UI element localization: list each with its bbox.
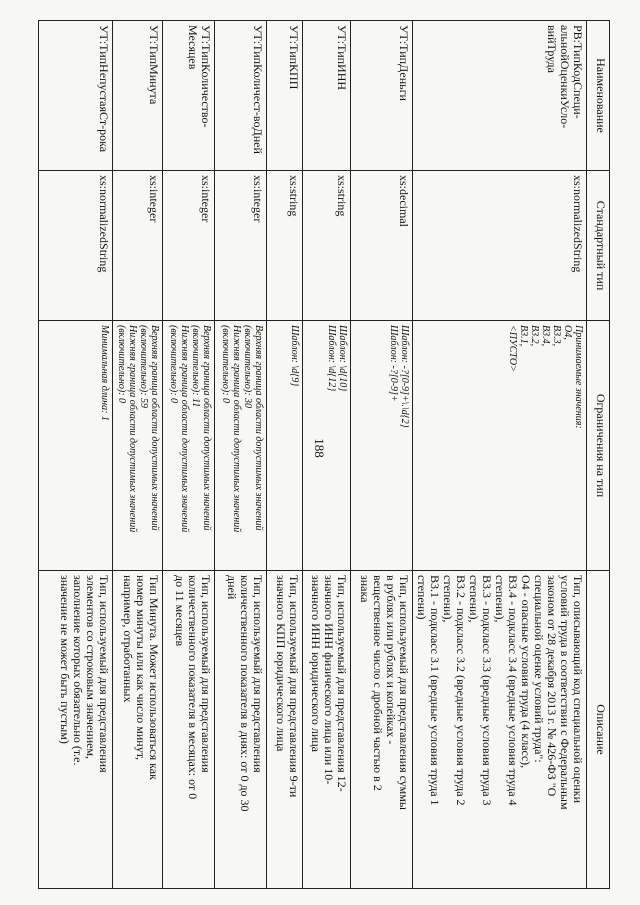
description-line: дней: [225, 575, 239, 600]
description-cell: [413, 571, 587, 889]
description-line: В3.2 - подкласс 3.2 (вредные условия труда 2: [454, 575, 468, 806]
description-cell: [267, 571, 303, 889]
table-row: [413, 21, 587, 889]
limits-line: В3.4,: [540, 325, 551, 347]
description-line: значного ИНН юридического лица: [309, 575, 323, 752]
limits-cell: [303, 321, 351, 571]
description-line: степени): [415, 575, 429, 620]
description-cell: [163, 571, 215, 889]
limits-line: (включительно): 30: [242, 325, 253, 409]
description-line: Тип, используемый для представления суммы: [397, 575, 411, 810]
description-line: Тип, используемый для представления: [97, 575, 111, 773]
limits-line: (включительно): 11: [190, 325, 201, 408]
std-type-cell: xs:decimal: [351, 171, 413, 321]
std-type-cell: xs:integer: [113, 171, 163, 321]
description-line: значного ИНН физического лица или 10-: [322, 575, 336, 785]
description-cell: [303, 571, 351, 889]
type-name-cell: УТ:ТипНепустаяСт-рока: [39, 21, 113, 171]
type-name-cell: УТ:ТипДеньги: [351, 21, 413, 171]
description-line: например, отработанных: [121, 575, 135, 703]
table-row: [267, 21, 303, 889]
description-line: значение не может быть пустым): [58, 575, 72, 744]
description-line: Тип, описывающий код специальной оценки: [571, 575, 585, 804]
limits-line: В3.1,: [518, 325, 529, 347]
limits-line: (включительно): 0: [220, 325, 231, 404]
limits-cell: [163, 321, 215, 571]
description-line: Тип, используемый для представления: [199, 575, 213, 773]
description-line: Тип, используемый для представления: [251, 575, 265, 773]
table-row: [303, 21, 351, 889]
limits-line: Шаблон: \d{12}: [326, 325, 337, 392]
description-line: О4 - опасные условия труда (4 класс),: [519, 575, 533, 769]
std-type-cell: xs:integer: [163, 171, 215, 321]
description-line: количественного показателя в месяцах: от 0: [186, 575, 200, 800]
limits-line: Нижняя граница области допустимых значений: [127, 325, 138, 533]
description-cell: [113, 571, 163, 889]
types-table: [38, 20, 610, 889]
limits-line: Шаблон: -?[0-9]+: [388, 325, 399, 402]
header-desc: Описание: [587, 571, 610, 889]
description-line: степени),: [441, 575, 455, 623]
limits-line: Шаблон: \d{10}: [337, 325, 348, 392]
description-line: количественного показателя в днях: от 0 до 30: [238, 575, 252, 812]
table-row: [163, 21, 215, 889]
description-line: законом от 28 декабря 2013 г. № 426-ФЗ "О: [545, 575, 559, 797]
limits-cell: [267, 321, 303, 571]
limits-line: В3.3,: [551, 325, 562, 347]
description-line: элементов со строковым значением,: [84, 575, 98, 760]
rotated-table-container: [22, 20, 610, 888]
limits-line: Верхняя граница области допустимых значений: [201, 325, 212, 531]
type-name-cell: УТ:ТипКПП: [267, 21, 303, 171]
limits-line: Принимаемые значения:: [573, 325, 584, 429]
description-cell: [39, 571, 113, 889]
description-line: специальной оценке условий труда":: [532, 575, 546, 763]
header-name: Наименование: [587, 21, 610, 171]
limits-line: (включительно): 59: [138, 325, 149, 409]
description-line: степени),: [493, 575, 507, 623]
description-line: в рублях или рублях и копейках -: [384, 575, 398, 745]
description-line: Тип Минута. Может использоваться как: [147, 575, 161, 780]
header-std-type: Стандартный тип: [587, 171, 610, 321]
description-line: знака: [358, 575, 372, 603]
description-line: степени),: [467, 575, 481, 623]
description-line: В3.3 - подкласс 3.3 (вредные условия труда 3: [480, 575, 494, 806]
limits-line: (включительно): 0: [116, 325, 127, 404]
description-line: Тип, используемый для представления 12-: [335, 575, 349, 792]
limits-line: Нижняя граница области допустимых значений: [231, 325, 242, 533]
description-line: заполнение которых обязательно (т.е.: [71, 575, 85, 766]
std-type-cell: xs:string: [303, 171, 351, 321]
limits-line: Верхняя граница области допустимых значений: [253, 325, 264, 531]
type-name-cell: УТ:ТипКоличест-воДней: [215, 21, 267, 171]
table-row: [215, 21, 267, 889]
table-body: [39, 21, 587, 889]
limits-line: Шаблон: \d{9}: [289, 325, 300, 387]
limits-line: Шаблон: -?[0-9]+\.\d{2}: [399, 325, 410, 428]
description-line: В3.1 - подкласс 3.1 (вредные условия труда 1: [428, 575, 442, 806]
description-cell: [351, 571, 413, 889]
description-line: до 11 месяцев: [173, 575, 187, 647]
limits-cell: [351, 321, 413, 571]
std-type-cell: xs:normalizedString: [413, 171, 587, 321]
std-type-cell: xs:integer: [215, 171, 267, 321]
table-header-row: [587, 21, 610, 889]
std-type-cell: xs:string: [267, 171, 303, 321]
description-line: вещественное число с дробной частью в 2: [371, 575, 385, 791]
type-name-cell: УТ:ТипМинута: [113, 21, 163, 171]
type-name-cell: РВ:ТипКодСпеци-альнойОценкиУсло-вийТруда: [413, 21, 587, 171]
limits-line: О4,: [562, 325, 573, 340]
type-name-cell: УТ:ТипИНН: [303, 21, 351, 171]
header-limits: Ограничения на тип: [587, 321, 610, 571]
limits-cell: [113, 321, 163, 571]
limits-line: В3.2,: [529, 325, 540, 347]
std-type-cell: xs:normalizedString: [39, 171, 113, 321]
table-row: [113, 21, 163, 889]
limits-line: Нижняя граница области допустимых значений: [179, 325, 190, 533]
description-line: В3.4 - подкласс 3.4 (вредные условия труда 4: [506, 575, 520, 806]
description-line: значного КПП юридического лица: [274, 575, 288, 752]
type-name-cell: УТ:ТипКоличество-Месяцев: [163, 21, 215, 171]
limits-cell: [413, 321, 587, 571]
table-row: [39, 21, 113, 889]
limits-cell: [215, 321, 267, 571]
limits-line: Верхняя граница области допустимых значений: [149, 325, 160, 531]
table-row: [351, 21, 413, 889]
limits-line: (включительно): 0: [168, 325, 179, 404]
description-cell: [215, 571, 267, 889]
description-line: условий труда в соответствии с Федеральным: [558, 575, 572, 810]
description-line: Тип, используемый для представления 9-ти: [287, 575, 301, 798]
page-number: 188: [312, 438, 327, 458]
limits-cell: [39, 321, 113, 571]
description-line: номер минуты или как число минут,: [134, 575, 148, 761]
limits-line: <ПУСТО>: [507, 325, 518, 372]
limits-line: Минимальная длина: 1: [99, 325, 110, 421]
